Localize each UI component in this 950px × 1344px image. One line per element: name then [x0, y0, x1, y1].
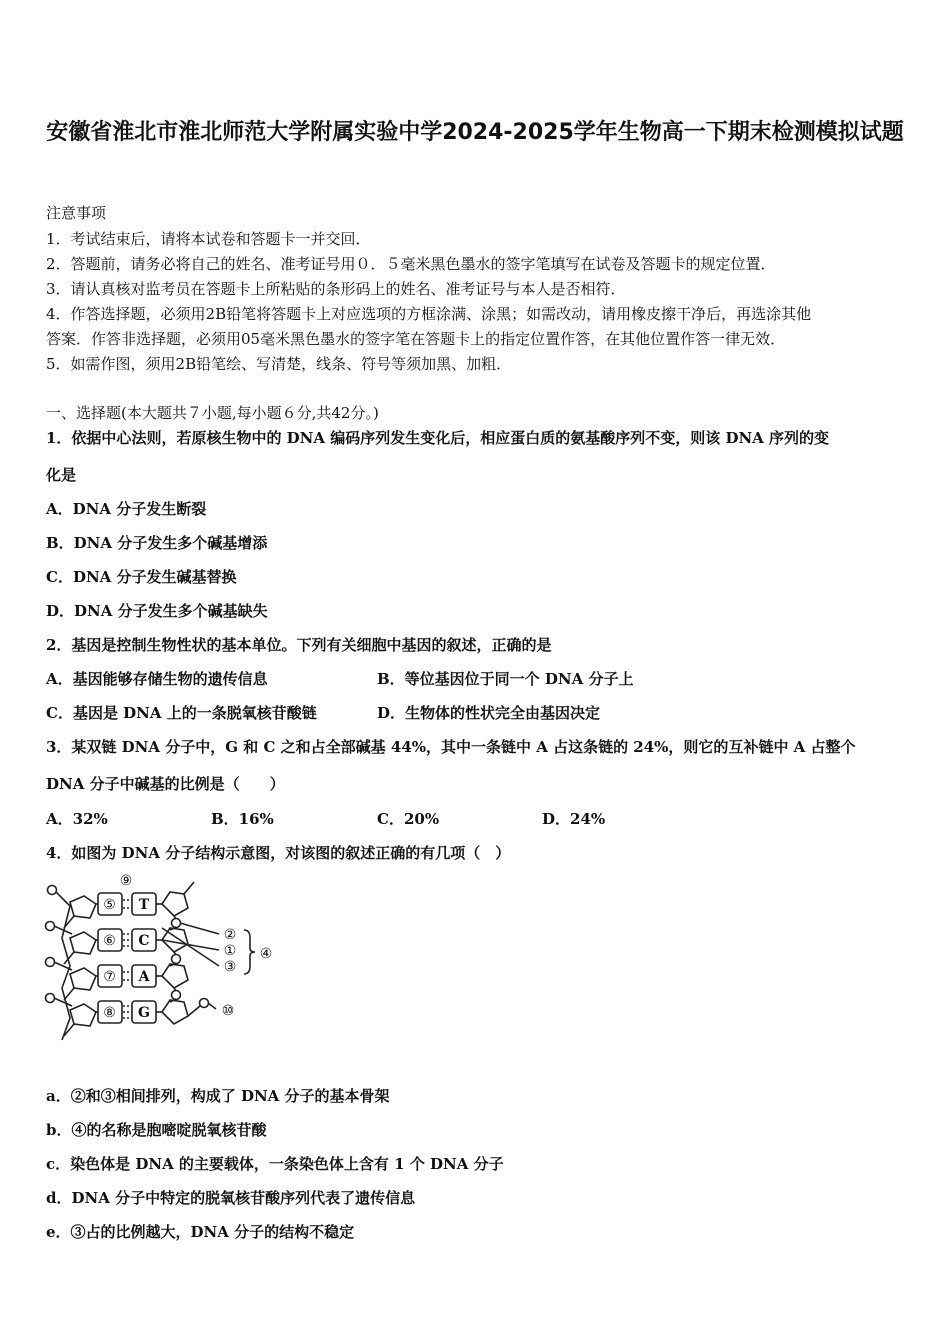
- label-2: ②: [223, 927, 237, 943]
- notice-item-4: 4．作答选择题，必须用2B铅笔将答题卡上对应选项的方框涂满、涂黑；如需改动，请用橡皮擦干净后，再选涂其他: [46, 305, 812, 323]
- sugar-left-4: [70, 1004, 96, 1026]
- q4-statement-d: d．DNA 分子中特定的脱氧核苷酸序列代表了遗传信息: [46, 1189, 416, 1207]
- q2-option-b: B．等位基因位于同一个 DNA 分子上: [377, 670, 634, 688]
- notice-heading: 注意事项: [46, 204, 107, 222]
- q2-stem: 2．基因是控制生物性状的基本单位。下列有关细胞中基因的叙述，正确的是: [46, 636, 552, 654]
- q1-option-a: A．DNA 分子发生断裂: [46, 500, 207, 518]
- phosphate-left-1: [48, 886, 57, 895]
- label-6: ⑥: [103, 933, 116, 949]
- base-t: T: [138, 897, 150, 913]
- phosphate-right-1: [172, 919, 181, 928]
- label-7: ⑦: [103, 969, 116, 985]
- dna-structure-figure: [44, 868, 284, 1048]
- q4-statement-e: e．③占的比例越大，DNA 分子的结构不稳定: [46, 1223, 355, 1241]
- phosphate-left-4: [46, 994, 55, 1003]
- q1-option-b: B．DNA 分子发生多个碱基增添: [46, 534, 268, 552]
- base-a: A: [138, 969, 150, 985]
- sugar-right-3: [162, 964, 188, 988]
- label-4: ④: [259, 946, 273, 962]
- label-8: ⑧: [103, 1005, 116, 1021]
- label-9: ⑨: [119, 873, 133, 889]
- q4-statement-c: c．染色体是 DNA 的主要载体，一条染色体上含有 1 个 DNA 分子: [46, 1155, 504, 1173]
- phosphate-left-2: [46, 922, 55, 931]
- label-1: ①: [223, 943, 237, 959]
- base-g: G: [138, 1005, 150, 1021]
- page-title: 安徽省淮北市淮北师范大学附属实验中学2024-2025学年生物高一下期末检测模拟试题: [46, 120, 904, 145]
- sugar-left-2: [70, 932, 96, 954]
- q4-statement-a: a．②和③相间排列，构成了 DNA 分子的基本骨架: [46, 1087, 390, 1105]
- label-3: ③: [223, 959, 237, 975]
- q3-option-c: C．20%: [377, 810, 440, 828]
- phosphate-right-4: [200, 999, 209, 1008]
- sugar-left-3: [70, 968, 96, 990]
- q3-stem: 3．某双链 DNA 分子中，G 和 C 之和占全部碱基 44%，其中一条链中 A 占这条链的 24%，则它的互补链中 A 占整个: [46, 738, 856, 756]
- q3-option-d: D．24%: [542, 810, 606, 828]
- q3-option-b: B．16%: [211, 810, 274, 828]
- notice-item-3: 3．请认真核对监考员在答题卡上所粘贴的条形码上的姓名、准考证号与本人是否相符．: [46, 280, 626, 298]
- q3-stem-cont: DNA 分子中碱基的比例是（ ）: [46, 775, 285, 793]
- base-c: C: [138, 933, 150, 949]
- notice-item-1: 1．考试结束后，请将本试卷和答题卡一并交回．: [46, 230, 371, 248]
- sugar-right-1: [162, 892, 188, 916]
- q2-option-c: C．基因是 DNA 上的一条脱氧核苷酸链: [46, 704, 317, 722]
- section-heading: 一、选择题(本大题共７小题,每小题６分,共42分。): [46, 404, 379, 422]
- q1-option-c: C．DNA 分子发生碱基替换: [46, 568, 237, 586]
- notice-item-2: 2．答题前，请务必将自己的姓名、准考证号用０．５毫米黑色墨水的签字笔填写在试卷及答题卡的规定位置．: [46, 255, 776, 273]
- q1-stem-cont: 化是: [46, 466, 77, 484]
- q1-option-d: D．DNA 分子发生多个碱基缺失: [46, 602, 268, 620]
- phosphate-left-3: [46, 958, 55, 967]
- sugar-right-4: [162, 1000, 188, 1024]
- q4-statement-b: b．④的名称是胞嘧啶脱氧核苷酸: [46, 1121, 267, 1139]
- q1-stem: 1．依据中心法则，若原核生物中的 DNA 编码序列发生变化后，相应蛋白质的氨基酸序列不变，则该 DNA 序列的变: [46, 429, 830, 447]
- q2-option-a: A．基因能够存储生物的遗传信息: [46, 670, 268, 688]
- notice-item-5: 5．如需作图，须用2B铅笔绘、写清楚，线条、符号等须加黑、加粗．: [46, 355, 512, 373]
- notice-item-4-cont: 答案．作答非选择题，必须用05毫米黑色墨水的签字笔在答题卡上的指定位置作答，在其他位置作答一律无效．: [46, 330, 786, 348]
- label-10: ⑩: [221, 1003, 235, 1019]
- sugar-left-1: [70, 896, 96, 918]
- label-5: ⑤: [103, 897, 116, 913]
- phosphate-right-3: [172, 991, 181, 1000]
- q2-option-d: D．生物体的性状完全由基因决定: [377, 704, 601, 722]
- q3-option-a: A．32%: [46, 810, 108, 828]
- phosphate-right-2: [172, 955, 181, 964]
- q4-stem: 4．如图为 DNA 分子结构示意图，对该图的叙述正确的有几项（ ）: [46, 844, 511, 862]
